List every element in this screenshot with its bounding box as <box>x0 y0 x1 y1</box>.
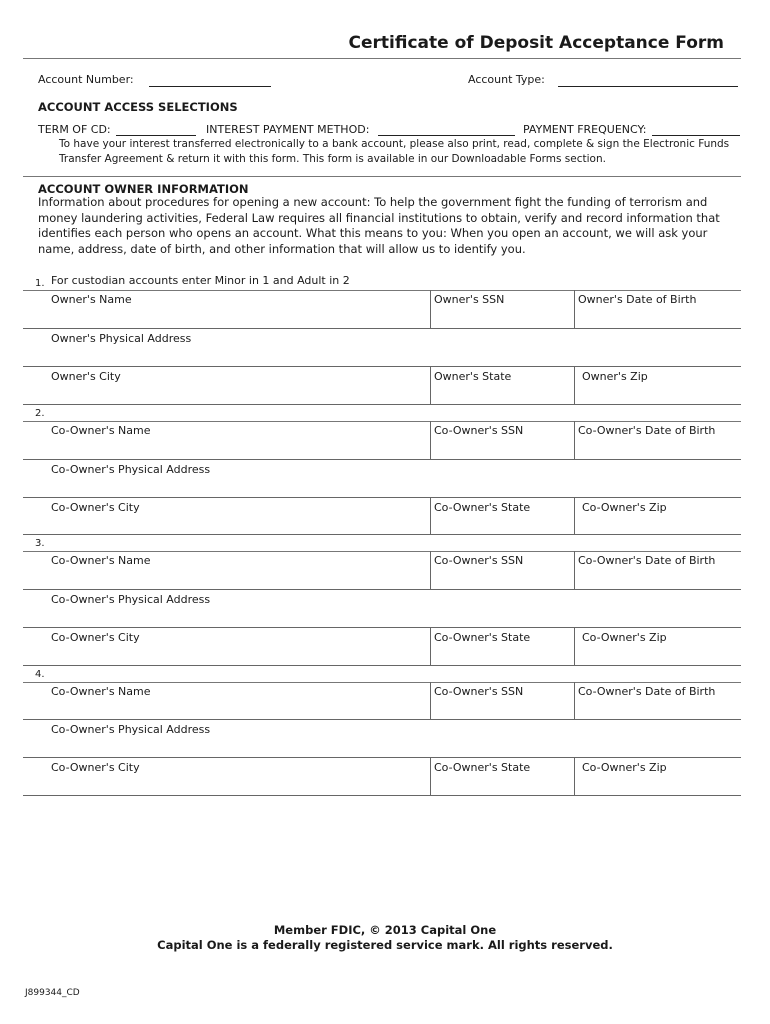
account-number-field[interactable] <box>149 86 271 87</box>
coowner-state-label: Co-Owner's State <box>434 501 531 514</box>
owner-address-field[interactable] <box>23 329 741 367</box>
access-heading: ACCOUNT ACCESS SELECTIONS <box>38 100 238 114</box>
eft-note-line2: Transfer Agreement & return it with this form. This form is available in our Downloadable Forms section. <box>59 153 606 165</box>
coowner-city-field[interactable] <box>23 758 430 796</box>
owner-info-paragraph <box>38 195 738 257</box>
coowner-ssn-field[interactable] <box>430 421 574 460</box>
owner-info-line: identifies each person who opens an account. What this means to you: When you open an account, we will ask your <box>38 226 708 240</box>
frequency-label: PAYMENT FREQUENCY: <box>523 123 647 136</box>
coowner-address-field[interactable] <box>23 720 741 758</box>
owner-dob-label: Owner's Date of Birth <box>578 293 697 306</box>
owner-info-line: money laundering activities, Federal Law requires all financial institutions to obtain, verify and record information that <box>38 210 720 225</box>
coowner-number: 3. <box>35 538 45 549</box>
coowner-city-label: Co-Owner's City <box>51 761 140 774</box>
eft-note-line1: To have your interest transferred electronically to a bank account, please also print, read, complete & sign the Electronic Funds <box>59 138 730 150</box>
coowner-zip-label: Co-Owner's Zip <box>582 501 667 514</box>
owner-state-label: Owner's State <box>434 370 512 383</box>
coowner-number: 2. <box>35 408 45 419</box>
owner-zip-label: Owner's Zip <box>582 370 648 383</box>
coowner-dob-label: Co-Owner's Date of Birth <box>578 554 716 567</box>
coowner-ssn-label: Co-Owner's SSN <box>434 424 524 437</box>
coowner-city-field[interactable] <box>23 498 430 535</box>
coowner-city-label: Co-Owner's City <box>51 501 140 514</box>
coowner-state-label: Co-Owner's State <box>434 761 531 774</box>
frequency-field[interactable] <box>652 135 740 136</box>
owner-info-line: Information about procedures for opening a new account: To help the government fight the funding of terrorism and <box>38 195 708 209</box>
coowner-ssn-label: Co-Owner's SSN <box>434 685 524 698</box>
coowner-name-label: Co-Owner's Name <box>51 685 151 698</box>
coowner-address-label: Co-Owner's Physical Address <box>51 463 211 476</box>
coowner-zip-field[interactable] <box>574 758 741 796</box>
coowner-ssn-label: Co-Owner's SSN <box>434 554 524 567</box>
coowner-dob-field[interactable] <box>574 551 741 590</box>
owner-info-line: name, address, date of birth, and other information that will allow us to identify you. <box>38 241 526 256</box>
owner-city-label: Owner's City <box>51 370 121 383</box>
coowner-zip-label: Co-Owner's Zip <box>582 761 667 774</box>
owner-ssn-field[interactable] <box>430 290 574 329</box>
coowner-state-field[interactable] <box>430 758 574 796</box>
coowner-city-field[interactable] <box>23 628 430 666</box>
coowner-zip-label: Co-Owner's Zip <box>582 631 667 644</box>
account-type-label: Account Type: <box>468 73 545 86</box>
coowner-dob-label: Co-Owner's Date of Birth <box>578 424 716 437</box>
coowner-city-label: Co-Owner's City <box>51 631 140 644</box>
form-title: Certificate of Deposit Acceptance Form <box>348 33 724 53</box>
owner-name-label: Owner's Name <box>51 293 132 306</box>
owner-dob-field[interactable] <box>574 290 741 329</box>
account-number-label: Account Number: <box>38 73 134 86</box>
form-code: J899344_CD <box>25 988 80 998</box>
footer-trademark: Capital One is a federally registered service mark. All rights reserved. <box>157 938 613 952</box>
owner-ssn-label: Owner's SSN <box>434 293 505 306</box>
coowner-state-label: Co-Owner's State <box>434 631 531 644</box>
custodian-note: For custodian accounts enter Minor in 1 and Adult in 2 <box>51 274 350 287</box>
coowner-dob-field[interactable] <box>574 421 741 460</box>
section-divider <box>23 176 741 177</box>
coowner-ssn-field[interactable] <box>430 682 574 720</box>
interest-method-label: INTEREST PAYMENT METHOD: <box>206 123 370 136</box>
account-type-field[interactable] <box>558 86 738 87</box>
coowner-name-field[interactable] <box>23 551 430 590</box>
term-label: TERM OF CD: <box>38 123 111 136</box>
coowner-state-field[interactable] <box>430 628 574 666</box>
owner-zip-field[interactable] <box>574 367 741 405</box>
coowner-dob-label: Co-Owner's Date of Birth <box>578 685 716 698</box>
coowner-name-label: Co-Owner's Name <box>51 424 151 437</box>
owner-name-field[interactable] <box>23 290 430 329</box>
coowner-zip-field[interactable] <box>574 498 741 535</box>
owner-number: 1. <box>35 278 45 289</box>
coowner-address-field[interactable] <box>23 590 741 628</box>
title-divider <box>23 58 741 59</box>
coowner-name-field[interactable] <box>23 682 430 720</box>
coowner-address-label: Co-Owner's Physical Address <box>51 723 211 736</box>
coowner-name-label: Co-Owner's Name <box>51 554 151 567</box>
coowner-ssn-field[interactable] <box>430 551 574 590</box>
coowner-address-label: Co-Owner's Physical Address <box>51 593 211 606</box>
footer-fdic: Member FDIC, © 2013 Capital One <box>273 923 497 937</box>
coowner-state-field[interactable] <box>430 498 574 535</box>
owner-city-field[interactable] <box>23 367 430 405</box>
coowner-zip-field[interactable] <box>574 628 741 666</box>
coowner-number: 4. <box>35 669 45 680</box>
coowner-dob-field[interactable] <box>574 682 741 720</box>
coowner-address-field[interactable] <box>23 460 741 498</box>
owner-address-label: Owner's Physical Address <box>51 332 192 345</box>
interest-method-field[interactable] <box>378 135 515 136</box>
owner-info-heading: ACCOUNT OWNER INFORMATION <box>38 182 249 196</box>
coowner-name-field[interactable] <box>23 421 430 460</box>
term-field[interactable] <box>116 135 196 136</box>
owner-state-field[interactable] <box>430 367 574 405</box>
